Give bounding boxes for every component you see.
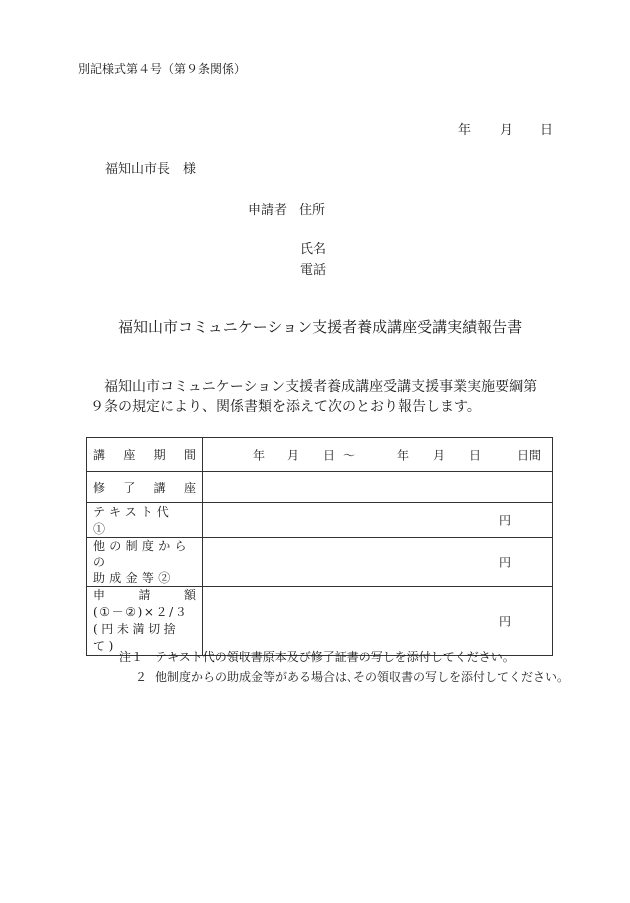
course-value-cell[interactable] bbox=[203, 472, 553, 503]
name-label: 氏名 bbox=[300, 242, 327, 257]
document-title: 福知山市コミュニケーション支援者養成講座受講実績報告書 bbox=[118, 318, 523, 336]
note-1: テキスト代の領収書原本及び修了証書の写しを添付してください。 bbox=[155, 650, 515, 664]
addressee: 福知山市長 様 bbox=[105, 162, 197, 177]
text-fee-label: テキスト代 ① bbox=[93, 505, 189, 536]
text-fee-yen: 円 bbox=[499, 513, 512, 528]
subsidy-label-line-1: 他の制度からの bbox=[93, 539, 191, 569]
request-label-line-1: 申 請 額 bbox=[93, 588, 196, 602]
date-month-label: 月 bbox=[500, 123, 514, 138]
period-month-2: 月 bbox=[433, 448, 446, 462]
note-2: 他制度からの助成金等がある場合は､その領収書の写しを添付してください。 bbox=[155, 670, 570, 684]
address-label: 住所 bbox=[299, 203, 326, 218]
period-label: 講 座 期 間 bbox=[93, 448, 196, 462]
request-value-cell[interactable] bbox=[203, 587, 553, 656]
text-fee-row bbox=[87, 503, 553, 538]
date-day-label: 日 bbox=[540, 123, 554, 138]
period-month-1: 月 bbox=[287, 448, 300, 462]
period-tilde: ～ bbox=[343, 448, 356, 462]
subsidy-row bbox=[87, 538, 553, 587]
note-prefix: 注１ bbox=[119, 650, 144, 664]
period-days: 日間 bbox=[517, 448, 542, 462]
period-row bbox=[87, 438, 553, 472]
request-label-line-2: (①－②)×２/３ bbox=[93, 605, 189, 619]
period-year-1: 年 bbox=[253, 448, 266, 462]
subsidy-label-line-2: 助成金等② bbox=[93, 571, 175, 585]
subsidy-label-cell bbox=[87, 538, 203, 587]
course-row bbox=[87, 472, 553, 503]
period-day-1: 日 bbox=[323, 448, 336, 462]
request-row bbox=[87, 587, 553, 656]
period-label-cell bbox=[87, 438, 203, 472]
request-label-cell bbox=[87, 587, 203, 656]
report-table bbox=[86, 437, 553, 656]
text-fee-label-cell bbox=[87, 503, 203, 538]
date-year-label: 年 bbox=[458, 123, 472, 138]
course-label: 修 了 講 座 bbox=[93, 480, 196, 495]
course-label-cell bbox=[87, 472, 203, 503]
phone-label: 電話 bbox=[300, 263, 327, 278]
subsidy-value-cell[interactable] bbox=[203, 538, 553, 587]
period-value-cell[interactable] bbox=[203, 438, 553, 472]
request-yen: 円 bbox=[499, 614, 512, 629]
subsidy-yen: 円 bbox=[499, 555, 512, 570]
body-line-1: 福知山市コミュニケーション支援者養成講座受講支援事業実施要綱第 bbox=[104, 379, 538, 395]
request-label-line-3: (円未満切捨て) bbox=[93, 622, 180, 653]
body-line-2: ９条の規定により、関係書類を添えて次のとおり報告します。 bbox=[90, 399, 481, 415]
note-2-number: ２ bbox=[135, 670, 148, 684]
applicant-label: 申請者 bbox=[248, 203, 288, 218]
form-number: 別記様式第４号（第９条関係） bbox=[78, 62, 247, 76]
period-day-2: 日 bbox=[469, 448, 482, 462]
text-fee-value-cell[interactable] bbox=[203, 503, 553, 538]
period-year-2: 年 bbox=[397, 448, 410, 462]
